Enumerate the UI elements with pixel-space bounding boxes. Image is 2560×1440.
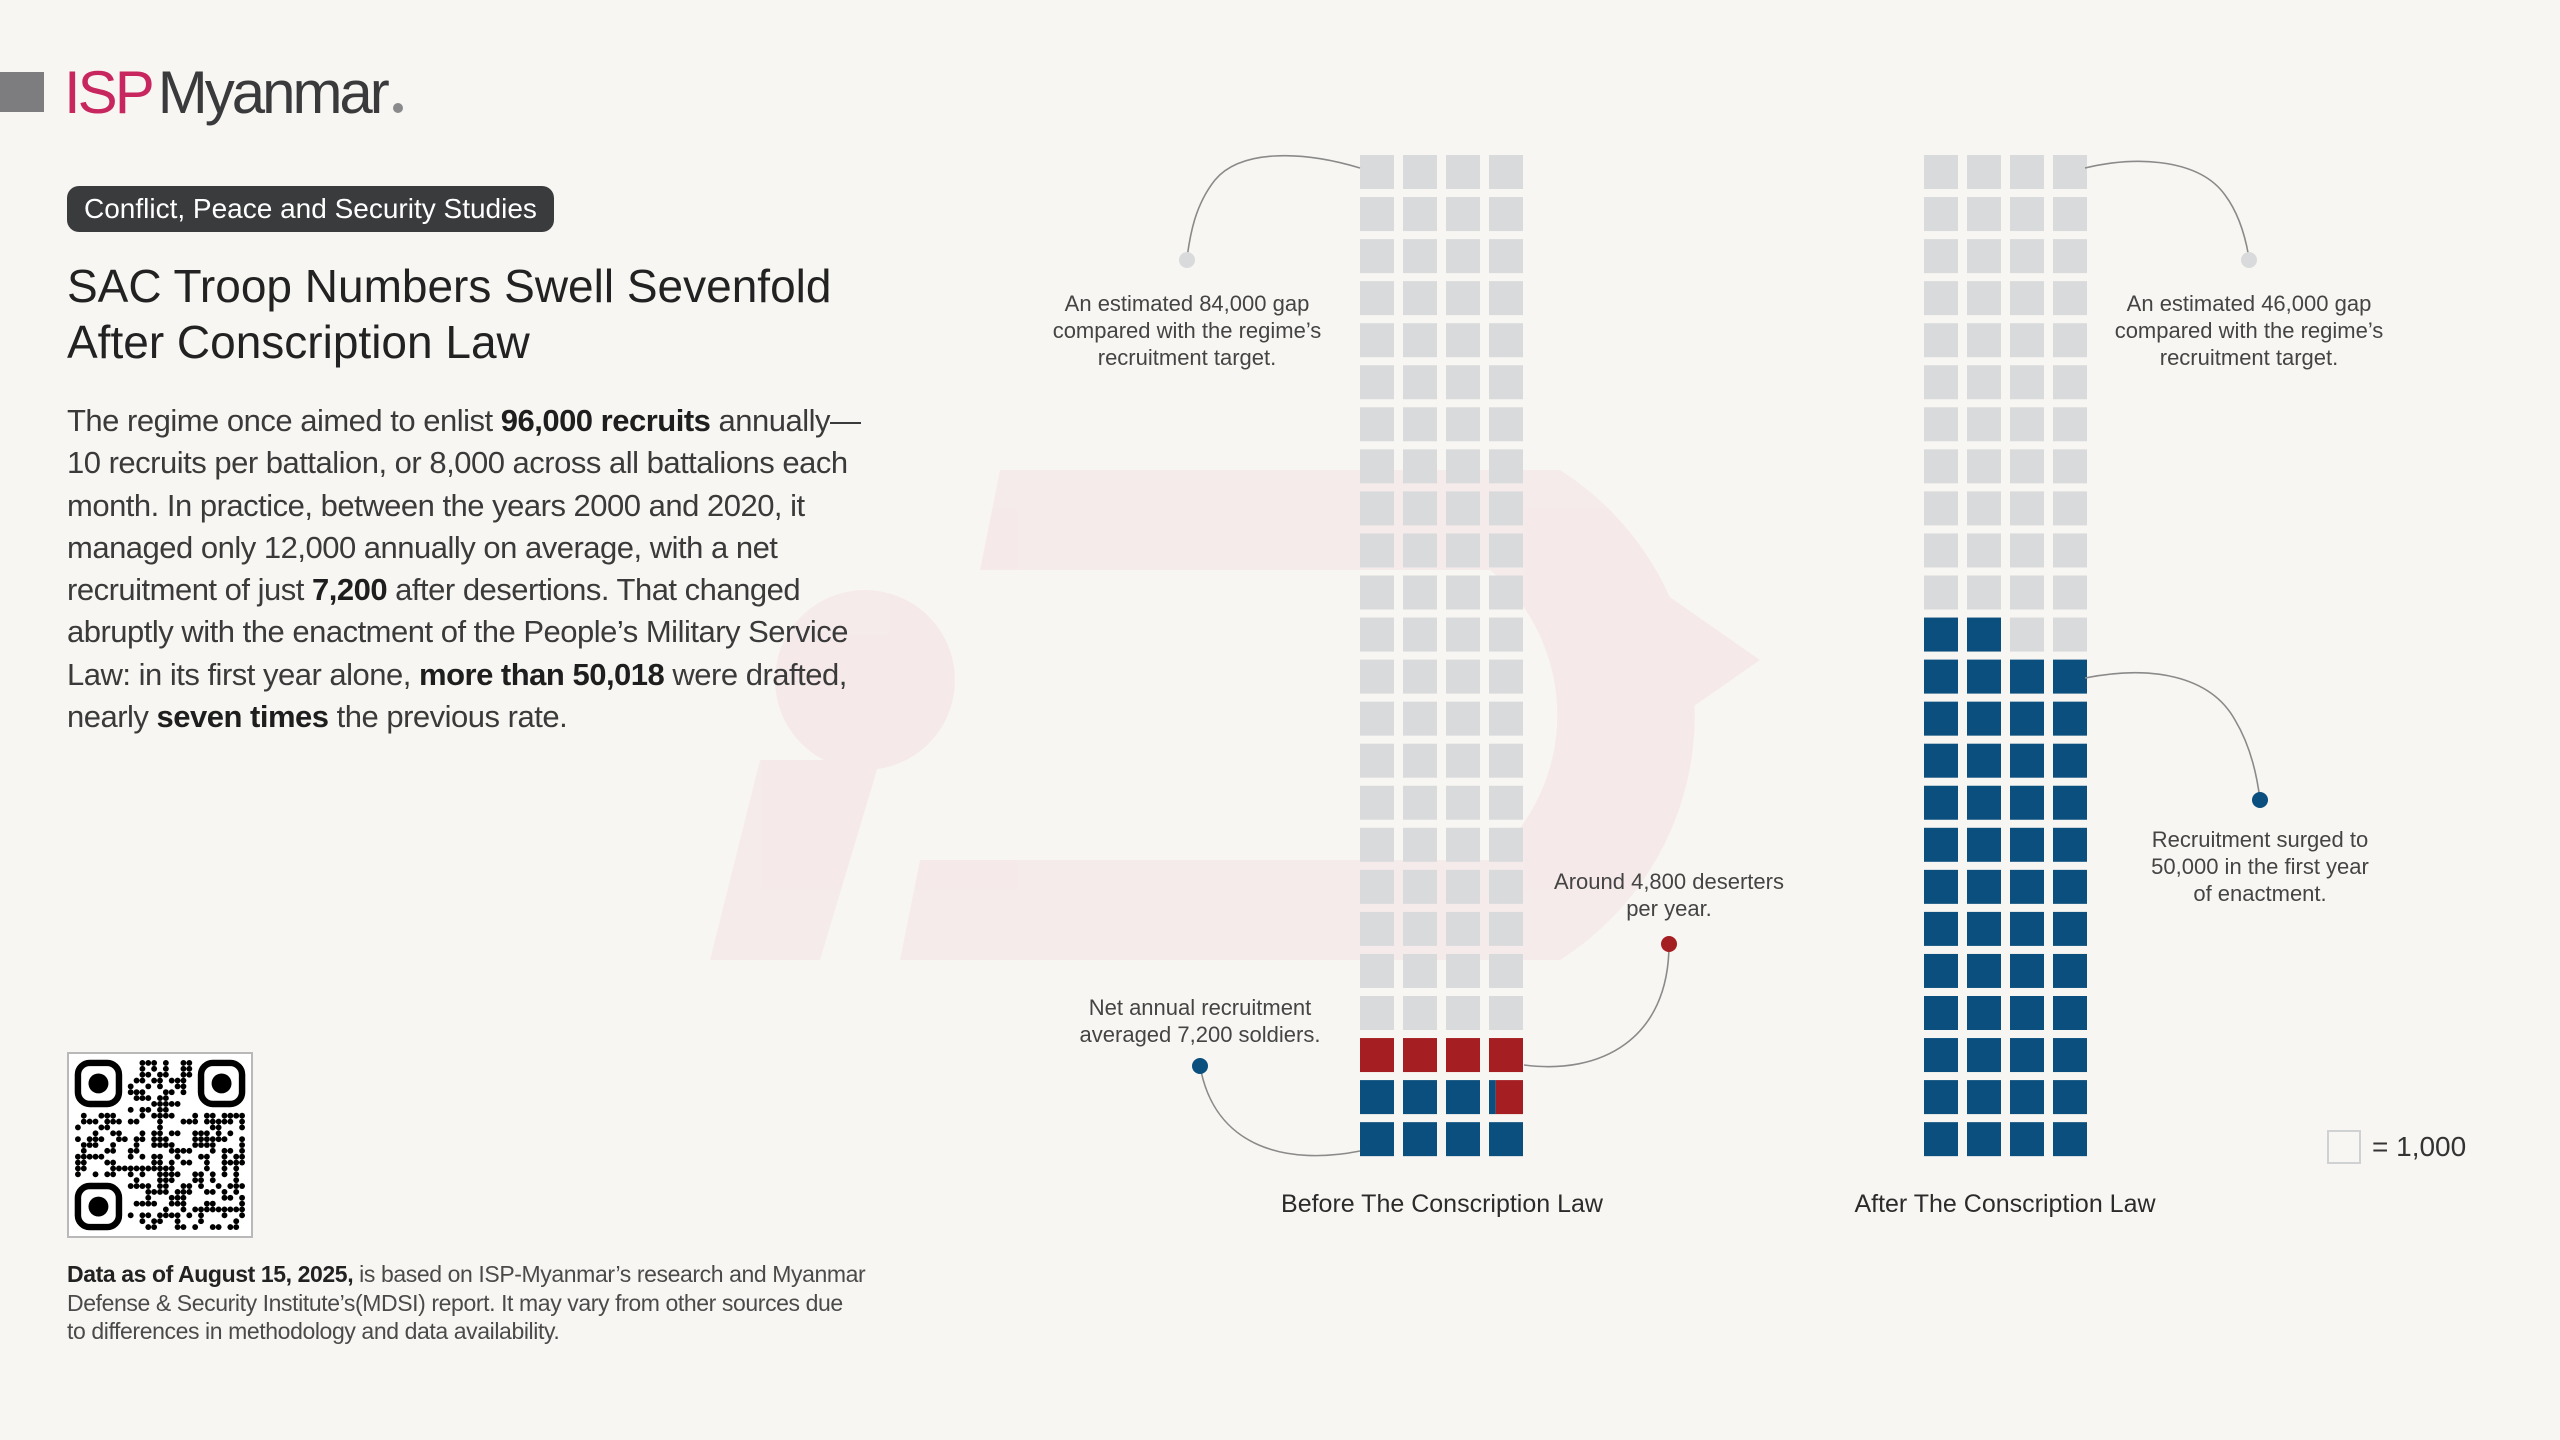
annotation-line: An estimated 46,000 gap [2126, 291, 2372, 316]
annotation-line: of enactment. [2193, 881, 2327, 906]
chart-label-after: After The Conscription Law [1854, 1190, 2156, 1218]
waffle-cell-gap [1403, 996, 1437, 1030]
annotation-line: An estimated 84,000 gap [1064, 291, 1310, 316]
body-segment: were drafted, nearly [67, 656, 847, 735]
waffle-cell-gap [1403, 533, 1437, 567]
waffle-cell-recruitment [2010, 912, 2044, 946]
annotation-line: Net annual recruitment [1088, 995, 1312, 1020]
waffle-cell-gap [2053, 281, 2087, 315]
waffle-cell-recruitment [2010, 1038, 2044, 1072]
waffle-cell-gap [1924, 239, 1958, 273]
waffle-cell-recruitment [1924, 954, 1958, 988]
waffle-cell-gap [1924, 323, 1958, 357]
waffle-cell-recruitment [2010, 660, 2044, 694]
waffle-cell-gap [1446, 912, 1480, 946]
footnote-date: Data as of August 15, 2025, [67, 1261, 354, 1287]
waffle-cell-recruitment [2010, 702, 2044, 736]
category-badge: Conflict, Peace and Security Studies [67, 186, 554, 232]
waffle-cell-gap [1489, 323, 1523, 357]
annotation-deserters [1554, 868, 1784, 922]
annotation-line: recruitment target. [2159, 345, 2339, 370]
waffle-cell-gap [1489, 702, 1523, 736]
waffle-cell-recruitment [2053, 1038, 2087, 1072]
waffle-cell-gap [1446, 576, 1480, 610]
annotation-net-recruitment [1080, 994, 1321, 1048]
body-segment: the previous rate. [328, 699, 568, 735]
waffle-cell-gap [1924, 576, 1958, 610]
waffle-cell-gap [2053, 365, 2087, 399]
waffle-cell-gap [1403, 491, 1437, 525]
waffle-cell-recruitment [1924, 786, 1958, 820]
waffle-cell-recruitment [1967, 1080, 2001, 1114]
waffle-before [1360, 155, 1523, 1156]
waffle-cell-gap [1924, 281, 1958, 315]
waffle-cell-gap [1967, 576, 2001, 610]
waffle-cell-recruitment [2053, 744, 2087, 778]
body-highlight: seven times [156, 699, 329, 735]
waffle-cell-gap [1360, 407, 1394, 441]
waffle-cell-gap [1360, 954, 1394, 988]
waffle-cell-gap [1967, 197, 2001, 231]
connector-recruitment-surge-dot [2252, 792, 2268, 808]
waffle-cell-gap [2010, 155, 2044, 189]
waffle-cell-recruitment [1924, 744, 1958, 778]
waffle-cell-gap [1403, 449, 1437, 483]
waffle-cell-recruitment [1967, 996, 2001, 1030]
waffle-cell-recruitment [2010, 786, 2044, 820]
waffle-cell-gap [1403, 197, 1437, 231]
waffle-cell-gap [1489, 618, 1523, 652]
waffle-cell-gap [1446, 197, 1480, 231]
waffle-cell-recruitment [2053, 1122, 2087, 1156]
waffle-cell-gap [1489, 912, 1523, 946]
waffle-cell-recruitment [1967, 828, 2001, 862]
waffle-cell-recruitment [2053, 912, 2087, 946]
waffle-cell-deserters [1360, 1038, 1394, 1072]
waffle-cell-gap [2010, 197, 2044, 231]
waffle-cell-gap [1446, 155, 1480, 189]
waffle-cell-recruitment [2010, 870, 2044, 904]
body-highlight: 7,200 [311, 572, 388, 608]
waffle-cell-gap [1446, 407, 1480, 441]
connector-recruitment-surge-line [2085, 673, 2260, 800]
waffle-cell-gap [1446, 323, 1480, 357]
waffle-cell-recruitment [1967, 870, 2001, 904]
waffle-cell-gap [1403, 954, 1437, 988]
waffle-cell-recruitment [1967, 744, 2001, 778]
waffle-cell-gap [1489, 407, 1523, 441]
waffle-cell-gap [1967, 281, 2001, 315]
waffle-cell-net_recruitment [1403, 1080, 1437, 1114]
waffle-cell-recruitment [2010, 1122, 2044, 1156]
waffle-cell-gap [1360, 576, 1394, 610]
page-title: SAC Troop Numbers Swell Sevenfold After Conscription Law [67, 260, 832, 368]
body-segment: after desertions. That changed abruptly with the enactment of the People’s Military Service Law: in its first year alone, [67, 572, 848, 692]
waffle-cell-recruitment [2010, 1080, 2044, 1114]
body-highlight: 96,000 recruits [500, 403, 711, 438]
waffle-cell-recruitment [1967, 618, 2001, 652]
waffle-cell-gap [1489, 155, 1523, 189]
waffle-cell-gap [2053, 576, 2087, 610]
waffle-cell-recruitment [1967, 702, 2001, 736]
waffle-cell-recruitment [1924, 660, 1958, 694]
waffle-cell-gap [1403, 281, 1437, 315]
waffle-cell-recruitment [1967, 786, 2001, 820]
waffle-cell-gap [2010, 407, 2044, 441]
waffle-cell-gap [1489, 660, 1523, 694]
waffle-cell-gap [1360, 996, 1394, 1030]
waffle-cell-gap [1360, 365, 1394, 399]
waffle-cell-gap [1967, 239, 2001, 273]
waffle-cell-gap [1924, 491, 1958, 525]
waffle-cell-recruitment [1924, 1122, 1958, 1156]
waffle-cell-gap [1446, 744, 1480, 778]
waffle-cell-gap [2053, 449, 2087, 483]
waffle-cell-recruitment [1924, 828, 1958, 862]
waffle-cell-gap [1446, 491, 1480, 525]
waffle-cell-gap [2010, 281, 2044, 315]
waffle-cell-gap [1403, 870, 1437, 904]
connector-before-gap-line [1187, 156, 1360, 258]
waffle-cell-gap [1403, 618, 1437, 652]
waffle-cell-gap [1489, 744, 1523, 778]
waffle-cell-gap [1360, 744, 1394, 778]
waffle-cell-gap [1360, 323, 1394, 357]
annotation-line: 50,000 in the first year [2151, 854, 2369, 879]
waffle-cell-gap [2053, 239, 2087, 273]
waffle-cell-gap [2053, 155, 2087, 189]
waffle-cell-net_recruitment [1360, 1080, 1394, 1114]
waffle-cell-recruitment [2053, 660, 2087, 694]
waffle-cell-gap [1446, 618, 1480, 652]
waffle-cell-gap [1360, 281, 1394, 315]
waffle-cell-gap [1360, 491, 1394, 525]
waffle-cell-gap [2053, 618, 2087, 652]
waffle-cell-gap [2010, 576, 2044, 610]
waffle-cell-gap [1360, 449, 1394, 483]
waffle-cell-gap [1446, 449, 1480, 483]
connector-net-recruitment-line [1200, 1066, 1360, 1156]
connector-before-gap-dot [1179, 252, 1195, 268]
connector-deserters-line [1524, 944, 1669, 1067]
body-segment: The regime once aimed to enlist [67, 403, 501, 438]
waffle-cell-gap [1967, 365, 2001, 399]
waffle-cell-gap [1967, 155, 2001, 189]
waffle-cell-gap [1446, 239, 1480, 273]
waffle-cell-recruitment [2053, 786, 2087, 820]
waffle-cell-net_recruitment [1403, 1122, 1437, 1156]
footnote-text: is based on ISP-Myanmar’s research and Myanmar Defense & Security Institute’s(MDSI) report. It may vary from other sources due to differences in methodology and data availability. [67, 1261, 866, 1344]
waffle-cell-recruitment [1967, 660, 2001, 694]
waffle-cell-gap [1403, 365, 1437, 399]
waffle-cell-gap [1403, 239, 1437, 273]
chart-label-before: Before The Conscription Law [1281, 1190, 1603, 1218]
waffle-cell-gap [1489, 786, 1523, 820]
waffle-cell-gap [1360, 239, 1394, 273]
waffle-cell-recruitment [1924, 1038, 1958, 1072]
waffle-cell-gap [1924, 449, 1958, 483]
waffle-cell-recruitment [2010, 744, 2044, 778]
body-segment: annually—10 recruits per battalion, or 8,000 across all battalions each month. In practice, between the years 2000 and 2020, it managed only 12,000 annually on average, with a net recruitment of just [67, 403, 861, 608]
waffle-cell-recruitment [1967, 912, 2001, 946]
waffle-cell-gap [1403, 660, 1437, 694]
waffle-cell-gap [2053, 197, 2087, 231]
waffle-cell-gap [1360, 660, 1394, 694]
waffle-cell-gap [2053, 491, 2087, 525]
waffle-cell-recruitment [2010, 954, 2044, 988]
legend-unit-square [2327, 1130, 2361, 1164]
waffle-cell-recruitment [2010, 996, 2044, 1030]
waffle-cell-gap [1446, 954, 1480, 988]
waffle-cell-gap [1924, 365, 1958, 399]
waffle-cell-gap [1489, 197, 1523, 231]
annotation-line: recruitment target. [1097, 345, 1277, 370]
connector-deserters-dot [1661, 936, 1677, 952]
waffle-cell-recruitment [1924, 618, 1958, 652]
waffle-cell-net_recruitment [1360, 1122, 1394, 1156]
waffle-cell-recruitment [1924, 912, 1958, 946]
annotation-before-gap [1053, 290, 1322, 371]
annotation-line: compared with the regime’s [1052, 318, 1322, 343]
waffle-cell-gap [2053, 407, 2087, 441]
waffle-cell-gap [1446, 996, 1480, 1030]
waffle-cell-gap [1360, 786, 1394, 820]
annotation-line: Around 4,800 deserters [1554, 869, 1784, 894]
waffle-cell-gap [1489, 576, 1523, 610]
waffle-cell-gap [1403, 744, 1437, 778]
waffle-cell-deserters [1446, 1038, 1480, 1072]
waffle-cell-gap [1967, 449, 2001, 483]
waffle-cell-gap [2010, 239, 2044, 273]
waffle-cell-gap [1446, 660, 1480, 694]
waffle-cell-gap [2010, 449, 2044, 483]
waffle-cell-gap [1489, 954, 1523, 988]
waffle-cell-gap [2010, 365, 2044, 399]
waffle-cell-gap [2010, 323, 2044, 357]
waffle-cell-recruitment [1967, 954, 2001, 988]
waffle-cell-recruitment [1967, 1038, 2001, 1072]
waffle-cell-recruitment [1967, 1122, 2001, 1156]
annotation-recruitment-surge [2151, 826, 2369, 907]
waffle-cell-gap [1360, 702, 1394, 736]
waffle-cell-gap [1489, 239, 1523, 273]
waffle-cell-gap [1446, 870, 1480, 904]
annotation-line: averaged 7,200 soldiers. [1079, 1022, 1321, 1047]
waffle-cell-gap [1446, 281, 1480, 315]
waffle-cell-recruitment [2010, 828, 2044, 862]
logo-myanmar: Myanmar [157, 59, 387, 126]
waffle-cell-recruitment [1924, 702, 1958, 736]
waffle-cell-gap [1403, 786, 1437, 820]
waffle-cell-gap [2010, 618, 2044, 652]
waffle-cell-recruitment [1924, 870, 1958, 904]
waffle-cell-gap [1403, 576, 1437, 610]
waffle-cell-gap [2010, 491, 2044, 525]
waffle-cell-gap [1360, 155, 1394, 189]
waffle-cell-net_recruitment [1489, 1080, 1496, 1114]
connector-net-recruitment-dot [1192, 1058, 1208, 1074]
waffle-cell-gap [1489, 491, 1523, 525]
annotation-line: per year. [1626, 896, 1712, 921]
waffle-cell-recruitment [2053, 870, 2087, 904]
waffle-cell-recruitment [2053, 996, 2087, 1030]
waffle-cell-gap [2053, 323, 2087, 357]
waffle-cell-gap [1489, 996, 1523, 1030]
waffle-cell-deserters [1489, 1038, 1523, 1072]
waffle-cell-gap [1360, 197, 1394, 231]
waffle-cell-gap [1403, 702, 1437, 736]
logo-isp: ISP [64, 59, 152, 126]
waffle-cell-gap [1489, 449, 1523, 483]
waffle-cell-gap [1446, 786, 1480, 820]
waffle-cell-gap [1446, 365, 1480, 399]
waffle-cell-gap [1967, 533, 2001, 567]
waffle-cell-gap [1360, 533, 1394, 567]
waffle-cell-gap [1489, 281, 1523, 315]
waffle-cell-net_recruitment [1489, 1122, 1523, 1156]
waffle-after [1924, 155, 2087, 1156]
waffle-cell-gap [2010, 533, 2044, 567]
waffle-cell-gap [1360, 618, 1394, 652]
waffle-cell-gap [1924, 197, 1958, 231]
waffle-cell-recruitment [2053, 828, 2087, 862]
waffle-cell-gap [1360, 828, 1394, 862]
waffle-cell-gap [1489, 870, 1523, 904]
waffle-cell-gap [1924, 533, 1958, 567]
waffle-cell-gap [1489, 365, 1523, 399]
waffle-cell-recruitment [2053, 954, 2087, 988]
waffle-cell-gap [1924, 407, 1958, 441]
waffle-cell-gap [1360, 912, 1394, 946]
waffle-cell-recruitment [1924, 1080, 1958, 1114]
waffle-cell-net_recruitment [1446, 1122, 1480, 1156]
waffle-cell-gap [1446, 533, 1480, 567]
connector-after-gap-line [2085, 161, 2249, 258]
waffle-cell-gap [2053, 533, 2087, 567]
waffle-cell-gap [1403, 323, 1437, 357]
waffle-cell-gap [1967, 323, 2001, 357]
annotation-line: Recruitment surged to [2151, 827, 2369, 852]
waffle-cell-recruitment [2053, 1080, 2087, 1114]
waffle-cell-recruitment [1924, 996, 1958, 1030]
waffle-cell-gap [1446, 828, 1480, 862]
connector-after-gap-dot [2241, 252, 2257, 268]
annotation-line: compared with the regime’s [2114, 318, 2384, 343]
waffle-cell-gap [1403, 155, 1437, 189]
waffle-cell-gap [1967, 407, 2001, 441]
annotation-after-gap [2115, 290, 2384, 371]
waffle-cell-gap [1446, 702, 1480, 736]
waffle-cell-gap [1489, 533, 1523, 567]
waffle-cell-deserters [1403, 1038, 1437, 1072]
waffle-cell-recruitment [2053, 702, 2087, 736]
waffle-cell-net_recruitment [1446, 1080, 1480, 1114]
waffle-cell-gap [1403, 828, 1437, 862]
body-highlight: more than 50,018 [419, 656, 665, 692]
waffle-cell-gap [1403, 407, 1437, 441]
waffle-cell-gap [1403, 912, 1437, 946]
waffle-cell-gap [1360, 870, 1394, 904]
waffle-cell-deserters [1496, 1080, 1523, 1114]
waffle-cell-gap [1924, 155, 1958, 189]
waffle-cell-gap [1967, 491, 2001, 525]
legend-unit-label: = 1,000 [2372, 1131, 2467, 1162]
waffle-cell-gap [1489, 828, 1523, 862]
